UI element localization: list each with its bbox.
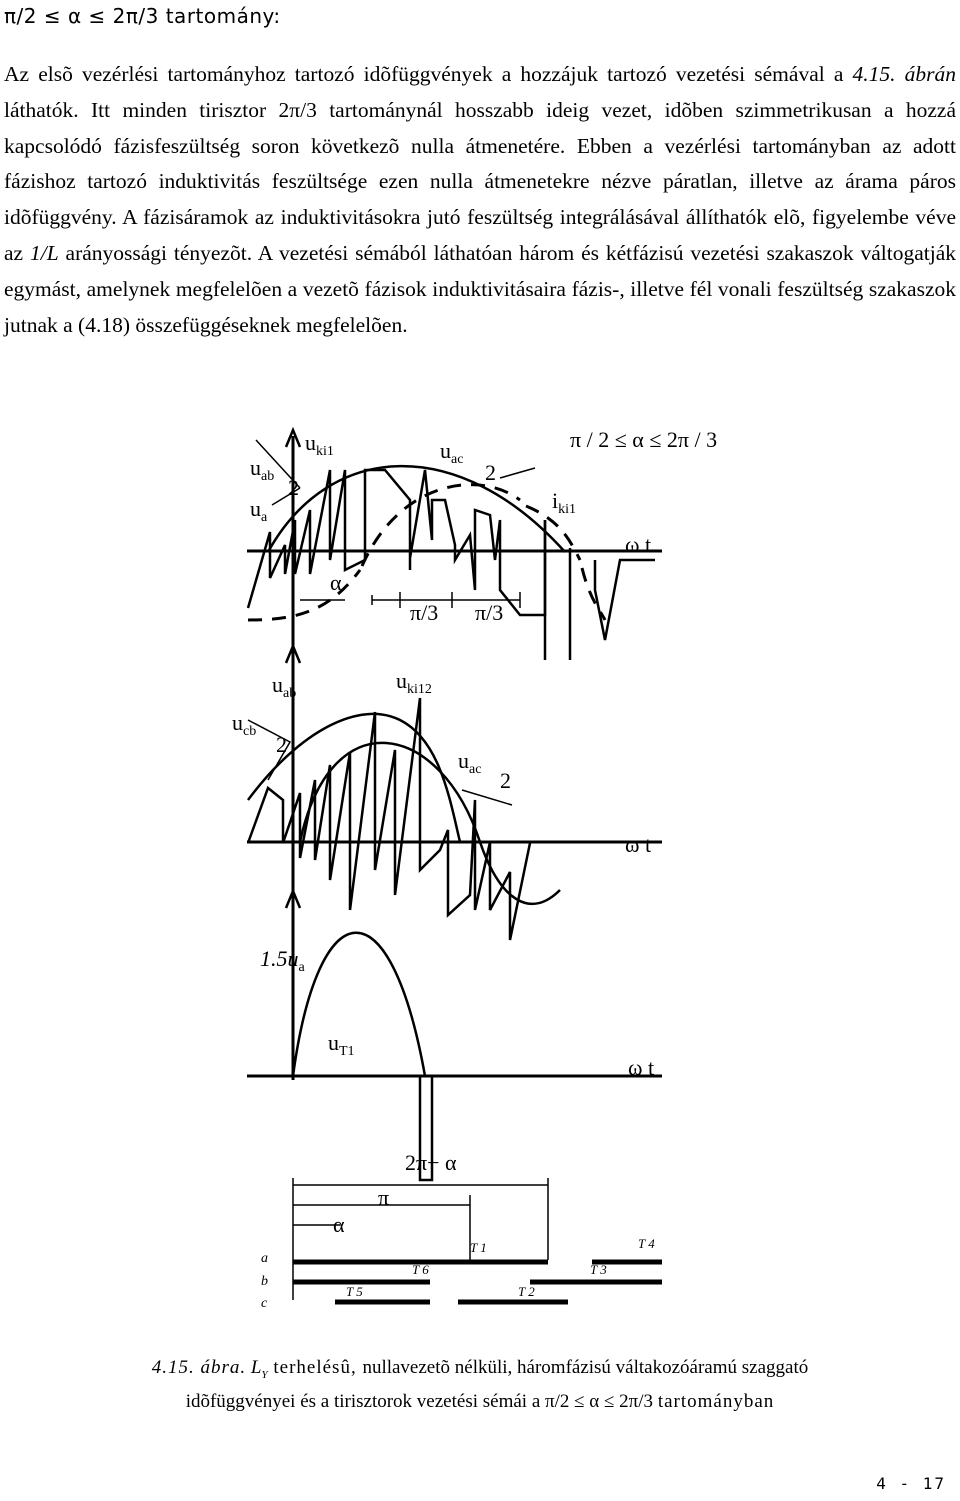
- svg-text:uac: $u_{ac}$: [440, 438, 464, 467]
- p2-uki12-sawtooth: [248, 698, 530, 940]
- svg-text:a: a: [261, 1251, 268, 1266]
- svg-text:c: c: [261, 1296, 268, 1311]
- p4-labels: [261, 1150, 655, 1311]
- svg-text:uT1: $u_{T1}$: [328, 1030, 355, 1059]
- svg-text:α: α: [333, 1212, 345, 1237]
- p3-axis-arrow: [286, 891, 300, 908]
- p1-uki1-sawtooth: [248, 470, 545, 615]
- p1-pi3-marker: [372, 592, 520, 608]
- svg-text:2: 2: [288, 475, 299, 500]
- p3-labels: [260, 946, 654, 1080]
- p1-sine-curve: [268, 466, 565, 552]
- svg-text:ucb: $u_{cb}$: [232, 710, 257, 739]
- svg-text:α: α: [330, 570, 342, 595]
- p2-sine-curve-1: [248, 714, 460, 842]
- p2-sine-curve-2: [300, 743, 560, 904]
- p2-labels: [232, 668, 651, 857]
- p1-current-pulse: [545, 520, 655, 660]
- body-paragraph: Az elsõ vezérlési tartományhoz tartozó idõfüggvények a hozzájuk tartozó vezetési sémával a 4.15. ábrán láthatók. Itt minden tirisztor 2π/3 tartománynál hosszabb ideig vezet, idõben szimmetrikusan a hozzá kapcsolódó fázisfeszültség soron következõ nulla átmenetére. Ebben a vezérlési tartományban az adott fázishoz tartozó induktivitás feszültsége ezen nulla átmenetekre nézve páratlan, illetve az árama páros idõfüggvény. A fázisáramok az induktivitásokra jutó feszültség integrálásával állíthatók elõ, figyelembe véve az 1/L arányossági tényezõt. A vezetési sémából láthatóan három és kétfázisú vezetési szakaszok váltogatják egymást, amelynek megfelelõen a vezetõ fázisok induktivitásaira fázis-, illetve fél vonali feszültség szakaszok jutnak a (4.18) összefüggéseknek megfelelõen.: [4, 62, 956, 337]
- svg-text:b: b: [261, 1274, 268, 1289]
- svg-text:T 1: T 1: [470, 1240, 487, 1255]
- svg-text:uab: $u_{ab}$: [272, 672, 297, 701]
- svg-text:iki1: $i_{ki1}$: [552, 488, 577, 517]
- svg-text:T 4: T 4: [638, 1236, 655, 1251]
- svg-text:uki1: $u_{ki1}$: [305, 430, 334, 459]
- svg-text:ω t: ω t: [625, 832, 652, 857]
- p3-uT1-curve: [420, 1076, 432, 1180]
- p1-iki1-dashed: [248, 485, 605, 620]
- svg-text:2: 2: [485, 460, 496, 485]
- svg-text:π / 2 ≤ α ≤ 2π / 3: π / 2 ≤ α ≤ 2π / 3: [570, 427, 718, 452]
- svg-text:ua: $u_a$: [250, 496, 268, 525]
- p2-axis-arrow: [286, 646, 300, 663]
- svg-text:2: 2: [500, 768, 511, 793]
- svg-text:T 3: T 3: [590, 1262, 607, 1277]
- svg-text:π/3: π/3: [475, 600, 504, 625]
- svg-text:T 6: T 6: [412, 1262, 429, 1277]
- svg-text:π: π: [378, 1185, 390, 1210]
- svg-text:uac: $u_{ac}$: [458, 748, 482, 777]
- svg-text:ω t: ω t: [625, 532, 652, 557]
- svg-text:T 5: T 5: [346, 1284, 363, 1299]
- p1-labels: [250, 427, 717, 625]
- p3-sine-curve: [293, 933, 425, 1076]
- page-number: 4 - 17: [876, 1474, 946, 1493]
- figure-caption-line1: 4.15. ábra. $L_Y$ terhelésû, nullavezetõ nélküli, háromfázisú váltakozóáramú szaggató: [151, 1357, 809, 1381]
- figure-caption-line2: idõfüggvényei és a tirisztorok vezetési sémái a π/2 ≤ α ≤ 2π/3 tartományban: [185, 1391, 775, 1412]
- section-heading: π/2 ≤ α ≤ 2π/3 tartomány:: [4, 4, 281, 28]
- svg-text:2: 2: [276, 732, 287, 757]
- p4-dimension-lines: [293, 1185, 548, 1225]
- svg-text:ω t: ω t: [628, 1055, 655, 1080]
- svg-text:2π− α: 2π− α: [405, 1150, 457, 1175]
- svg-text:T 2: T 2: [518, 1284, 535, 1299]
- svg-text:π/3: π/3: [410, 600, 439, 625]
- svg-text:uab: $u_{ab}$: [250, 455, 275, 484]
- svg-text:uki12: $u_{ki12}$: [396, 668, 432, 697]
- p1-axis-arrow: [286, 430, 300, 447]
- svg-text:1.5ua: $1.5u_a$: [260, 946, 305, 975]
